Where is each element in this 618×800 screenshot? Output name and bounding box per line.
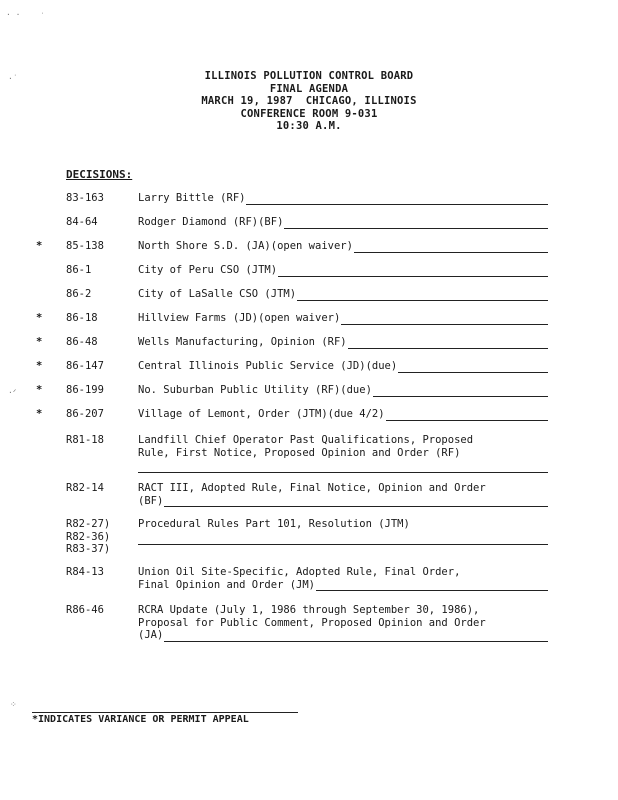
description-text: City of Peru CSO (JTM) xyxy=(138,264,278,276)
description-text: No. Suburban Public Utility (RF)(due) xyxy=(138,384,372,396)
description-text: North Shore S.D. (JA)(open waiver) xyxy=(138,240,353,252)
signature-underline xyxy=(316,580,548,591)
item-description xyxy=(138,360,548,373)
scan-speck: · · xyxy=(6,10,21,19)
description-text: Hillview Farms (JD)(open waiver) xyxy=(138,312,341,324)
description-text: Landfill Chief Operator Past Qualifications, Proposed xyxy=(138,434,474,446)
variance-marker: * xyxy=(36,408,43,420)
description-text: (BF) xyxy=(138,494,164,507)
description-text: Rule, First Notice, Proposed Opinion and Order (RF) xyxy=(138,446,461,459)
signature-underline xyxy=(373,386,548,397)
docket-number: 85-138 xyxy=(66,240,104,252)
signature-underline xyxy=(246,194,548,205)
item-description xyxy=(138,566,548,591)
signature-underline xyxy=(138,459,548,473)
decisions-heading: DECISIONS: xyxy=(66,168,133,181)
item-description xyxy=(138,384,548,397)
item-description xyxy=(138,312,548,325)
signature-underline xyxy=(297,290,548,301)
signature-underline xyxy=(164,631,548,642)
variance-marker: * xyxy=(36,312,43,324)
description-text: (JA) xyxy=(138,629,164,641)
signature-underline xyxy=(348,338,548,349)
docket-number: R84-13 xyxy=(66,566,104,578)
board-name: ILLINOIS POLLUTION CONTROL BOARD xyxy=(204,70,414,82)
scan-speck: ˙ xyxy=(40,12,45,21)
description-line xyxy=(138,360,548,373)
description-text: RCRA Update (July 1, 1986 through September 30, 1986), xyxy=(138,604,480,616)
signature-underline xyxy=(164,496,548,507)
agenda-header xyxy=(0,70,618,133)
description-line xyxy=(138,288,548,301)
scan-speck: ·˙ xyxy=(8,74,18,83)
docket-number: 86-207 xyxy=(66,408,104,420)
description-text: Rodger Diamond (RF)(BF) xyxy=(138,216,284,228)
meeting-room: CONFERENCE ROOM 9-031 xyxy=(240,107,378,120)
docket-number: 83-163 xyxy=(66,192,104,204)
meeting-time: 10:30 A.M. xyxy=(276,120,342,132)
signature-underline xyxy=(398,362,548,373)
description-line xyxy=(138,434,548,447)
description-text: Final Opinion and Order (JM) xyxy=(138,578,316,591)
docket-number: 84-64 xyxy=(66,216,98,228)
description-text: Village of Lemont, Order (JTM)(due 4/2) xyxy=(138,408,385,420)
item-description xyxy=(138,288,548,301)
item-description xyxy=(138,518,548,545)
item-description xyxy=(138,336,548,349)
description-text: City of LaSalle CSO (JTM) xyxy=(138,288,297,300)
description-line xyxy=(138,336,548,349)
description-text: Proposal for Public Comment, Proposed Opinion and Order xyxy=(138,616,486,629)
docket-number: R82-27) R82-36) R83-37) xyxy=(66,518,111,555)
item-description xyxy=(138,216,548,229)
signature-underline xyxy=(386,410,548,421)
description-line xyxy=(138,482,548,495)
description-line xyxy=(138,629,548,642)
description-line xyxy=(138,192,548,205)
footnote: *INDICATES VARIANCE OR PERMIT APPEAL xyxy=(32,712,298,725)
meeting-date-location: MARCH 19, 1987 CHICAGO, ILLINOIS xyxy=(201,95,417,107)
description-line xyxy=(138,604,548,617)
description-line xyxy=(138,312,548,325)
item-description xyxy=(138,408,548,421)
description-line xyxy=(138,216,548,229)
scan-speck: ·ᐟ xyxy=(8,388,17,397)
agenda-title: FINAL AGENDA xyxy=(269,82,349,95)
description-text: Union Oil Site-Specific, Adopted Rule, Final Order, xyxy=(138,566,461,578)
description-line xyxy=(138,384,548,397)
variance-marker: * xyxy=(36,336,43,348)
item-description xyxy=(138,264,548,277)
description-line xyxy=(138,240,548,253)
item-description xyxy=(138,434,548,473)
docket-number: 86-199 xyxy=(66,384,104,396)
docket-number: 86-2 xyxy=(66,288,92,300)
signature-underline xyxy=(341,314,548,325)
variance-marker: * xyxy=(36,360,43,372)
description-line xyxy=(138,579,548,592)
description-text: Central Illinois Public Service (JD)(due) xyxy=(138,360,398,372)
signature-underline xyxy=(278,266,548,277)
docket-number: 86-147 xyxy=(66,360,104,372)
description-line xyxy=(138,408,548,421)
variance-marker: * xyxy=(36,240,43,252)
docket-number: 86-48 xyxy=(66,336,98,348)
scan-speck: ⁘ xyxy=(10,700,17,709)
item-description xyxy=(138,240,548,253)
signature-underline xyxy=(354,242,548,253)
description-text: RACT III, Adopted Rule, Final Notice, Opinion and Order xyxy=(138,482,486,494)
signature-underline xyxy=(138,531,548,545)
docket-number: 86-18 xyxy=(66,312,98,324)
description-line xyxy=(138,264,548,277)
item-description xyxy=(138,192,548,205)
signature-underline xyxy=(284,218,548,229)
docket-number: R81-18 xyxy=(66,434,104,446)
item-description xyxy=(138,482,548,507)
description-text: Larry Bittle (RF) xyxy=(138,192,246,204)
description-line xyxy=(138,495,548,508)
description-line xyxy=(138,617,548,630)
docket-number: R82-14 xyxy=(66,482,104,494)
description-text: Procedural Rules Part 101, Resolution (JTM) xyxy=(138,518,410,530)
description-text: Wells Manufacturing, Opinion (RF) xyxy=(138,336,347,348)
description-line xyxy=(138,447,548,460)
item-description xyxy=(138,604,548,642)
variance-marker: * xyxy=(36,384,43,396)
description-line xyxy=(138,518,548,531)
docket-number: 86-1 xyxy=(66,264,92,276)
description-line xyxy=(138,566,548,579)
docket-number: R86-46 xyxy=(66,604,104,616)
